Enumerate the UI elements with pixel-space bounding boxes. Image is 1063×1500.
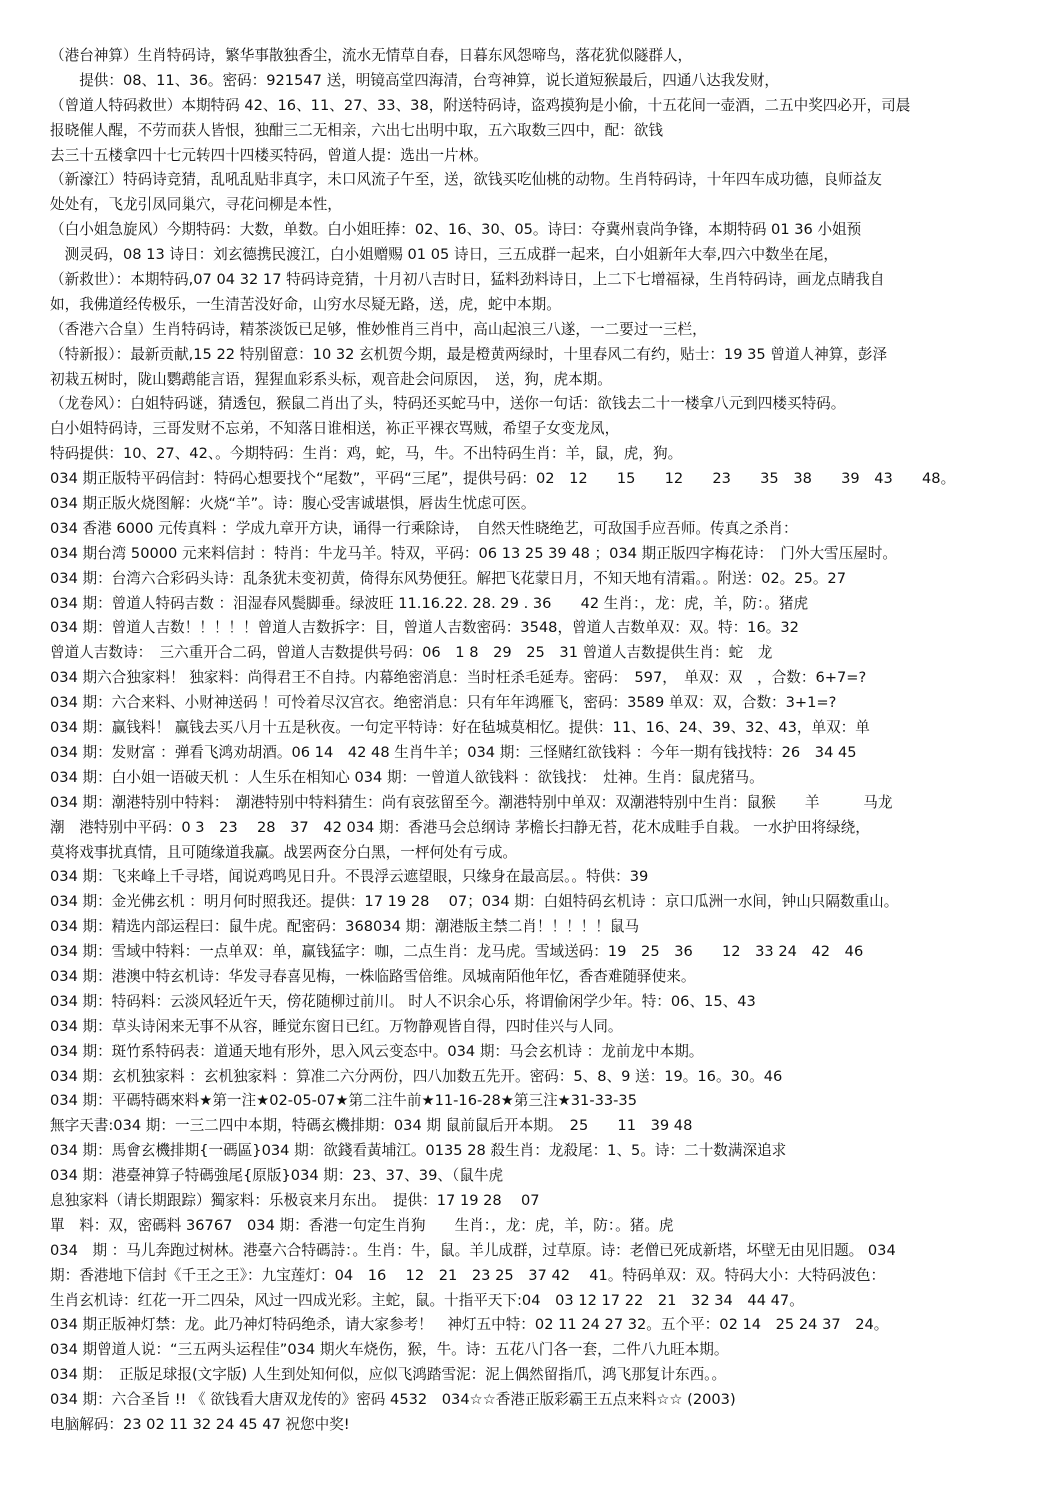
text-line-21: 034 期台湾 50000 元来料信封 ：特肖：牛龙马羊。特双，平码：06 13 25 39 48 ；034 期正版四字梅花诗： 门外大雪压屋时。	[50, 544, 898, 562]
text-line-6: （新濠江）特码诗竞猜，乱吼乱贴非真字，未口风流子午至，送，欲钱买吃仙桃的动物。生肖特码诗，十年四车成功德，良师益友	[50, 171, 882, 189]
text-line-28: 034 期：赢钱料！ 赢钱去买八月十五是秋夜。一句定平特诗：好在毡城莫相忆。提供：11、16、24、39、32、43，单双：单	[50, 719, 870, 737]
text-line-13: （特新报）：最新贡献,15 22 特别留意：10 32 玄机贺今期，最是橙黄两绿时，十里春风二有约，贴士：19 35 曾道人神算，彭泽	[50, 345, 888, 363]
text-line-44: 無字天書:034 期：一三二四中本期，特碼玄機排期：034 期 鼠前鼠后开本期。 25 11 39 48	[50, 1117, 693, 1135]
text-line-19: 034 期正版火烧图解：火烧“羊”。诗：腹心受害诚堪惧，唇齿生忧虑可医。	[50, 495, 536, 513]
text-line-43: 034 期：平碼特碼來料★第一注★02-05-07★第二注牛前★11-16-28★第三注★31-33-35	[50, 1092, 638, 1110]
text-line-48: 單 料：双，密碼料 36767 034 期：香港一句定生肖狗 生肖：，龙：虎，羊，防：。猪。虎	[50, 1216, 674, 1234]
text-line-47: 息独家料（请长期跟踪）獨家料：乐极哀来月东出。 提供：17 19 28 07	[50, 1191, 540, 1209]
text-line-23: 034 期：曾道人特码吉数 ：泪湿春风鬓脚垂。绿波旺 11.16.22. 28. 29 . 36 42 生肖：，龙：虎，羊，防：。猪虎	[50, 594, 809, 612]
text-line-49: 034 期 ：马儿奔跑过树林。港臺六合特碼詩：。生肖：牛，鼠。羊儿成群，过草原。诗：老僧已死成新塔，坏壁无由见旧题。 034	[50, 1241, 896, 1259]
text-line-17: 特码提供：10、27、42、。今期特码：生肖：鸡，蛇，马，牛。不出特码生肖：羊，鼠，虎，狗。	[50, 445, 683, 463]
text-line-10: （新救世）：本期特码,07 04 32 17 特码诗竞猜，十月初八吉时日，猛料劲料诗日，上二下七增福禄，生肖特码诗，画龙点睛我自	[50, 271, 885, 289]
text-line-22: 034 期：台湾六合彩码头诗：乱条犹未变初黄，倚得东风势便狂。解把飞花蒙日月，不知天地有清霜。。附送：02。25。27	[50, 569, 847, 587]
text-line-33: 莫将戏事扰真情，且可随缘道我赢。战罢两奁分白黑，一枰何处有亏成。	[50, 843, 518, 861]
text-line-56: 电脑解码：23 02 11 32 24 45 47 祝您中奖!	[50, 1415, 350, 1433]
text-line-20: 034 香港 6000 元传真料 ：学成九章开方诀，诵得一行乘除诗， 自然天性晓绝艺，可敌国手应吾师。传真之杀肖：	[50, 519, 798, 537]
text-line-25: 曾道人吉数诗： 三六重开合二码，曾道人吉数提供号码：06 1 8 29 25 31 曾道人吉数提供生肖：蛇 龙	[50, 644, 773, 662]
text-line-24: 034 期：曾道人吉数！！！！！曾道人吉数拆字：目，曾道人吉数密码：3548，曾道人吉数单双：双。特：16。32	[50, 619, 799, 637]
text-line-50: 期：香港地下信封《千王之王》：九宝莲灯：04 16 12 21 23 25 37 42 41。特码单双：双。特码大小：大特码波色：	[50, 1266, 886, 1284]
text-line-38: 034 期：港澳中特玄机诗：华发寻春喜见梅，一株临路雪倍维。凤城南陌他年忆，香杳难随驿使来。	[50, 967, 696, 985]
text-line-46: 034 期：港臺神算子特碼強尾{原版}034 期：23、37、39、（鼠牛虎	[50, 1167, 504, 1185]
text-line-51: 生肖玄机诗：红花一开二四朵，风过一四成光彩。主蛇，鼠。十指平天下:04 03 12 17 22 21 32 34 44 47。	[50, 1291, 804, 1309]
text-line-8: （白小姐急旋风）今期特码：大数，单数。白小姐旺捧：02、16、30、05。诗曰：夺冀州袁尚争锋，本期特码 01 36 小姐预	[50, 221, 862, 239]
text-line-16: 白小姐特码诗，三哥发财不忘弟，不知落日谁相送，袮正平裸衣骂贼，希望子女变龙凤，	[50, 420, 620, 438]
text-line-1: （港台神算）生肖特码诗，繁华事散独香尘，流水无情草自春，日暮东风怨啼鸟，落花犹似隧群人，	[50, 47, 693, 64]
text-line-42: 034 期：玄机独家料 ：玄机独家料 ：算准二六分两份，四八加数五先开。密码：5、8、9 送：19。16。30。46	[50, 1067, 783, 1085]
text-line-40: 034 期：草头诗闲来无事不从容，睡觉东窗日已红。万物静观皆自得，四时佳兴与人同。	[50, 1017, 623, 1035]
text-line-45: 034 期：馬會玄機排期{一碼區}034 期：欲錢看黃埔江。0135 28 殺生肖：龙殺尾：1、5。诗：二十数满深追求	[50, 1142, 787, 1160]
text-line-2: 提供：08、11、36。密码：921547 送，明镜高堂四海清，台弯神算，说长道短猴最后，四通八达我发财，	[50, 71, 780, 89]
text-line-26: 034 期六合独家料！ 独家料：尚得君王不自持。内幕绝密消息：当时枉杀毛延寿。密码： 597， 单双：双 ，合数：6+7=?	[50, 669, 867, 687]
text-line-36: 034 期：精选内部运程曰：鼠牛虎。配密码：368034 期：潮港版主禁二肖！！！！！鼠马	[50, 918, 640, 936]
text-line-55: 034 期：六合圣旨 !! 《 欲钱看大唐双龙传的》密码 4532 034☆☆香港正版彩霸王五点来料☆☆ (2003)	[50, 1391, 736, 1409]
text-line-9: 测灵码，08 13 诗日：刘玄德携民渡江，白小姐赠赐 01 05 诗日，三五成群一起来，白小姐新年大奉,四六中数坐在尾，	[50, 246, 839, 264]
text-line-5: 去三十五楼拿四十七元转四十四楼买特码，曾道人提：选出一片林。	[50, 146, 488, 164]
text-line-3: （曾道人特码救世）本期特码 42、16、11、27、33、38，附送特码诗，盗鸡摸狗是小偷，十五花间一壶酒，二五中奖四必开，司晨	[50, 96, 911, 114]
text-line-30: 034 期：白小姐一语破天机 ：人生乐在相知心 034 期：一曾道人欲钱料 ：欲钱找： 灶神。生肖：鼠虎猪马。	[50, 768, 764, 786]
text-line-37: 034 期：雪域中特料：一点单双：单，赢钱猛字：咖，二点生肖：龙马虎。雪域送码：19 25 36 12 33 24 42 46	[50, 943, 864, 961]
text-line-41: 034 期：斑竹系特码表：道通天地有形外，思入风云变态中。034 期：马会玄机诗 ：龙前龙中本期。	[50, 1042, 704, 1060]
text-line-15: （龙卷风）：白姐特码谜，猜透包，猴鼠二肖出了头，特码还买蛇马中，送你一句话：欲钱去二十一楼拿八元到四楼买特码。	[50, 395, 846, 413]
text-line-31: 034 期：潮港特别中特料： 潮港特别中特料猜生：尚有哀弦留至今。潮港特别中单双：双潮港特别中生肖：鼠猴 羊 马龙	[50, 793, 893, 811]
text-line-18: 034 期正版特平码信封：特码心想要找个“尾数”，平码“三尾”，提供号码：02 12 15 12 23 35 38 39 43 48。	[50, 470, 956, 488]
text-line-54: 034 期： 正版足球报(文字版) 人生到处知何似，应似飞鸿踏雪泥：泥上偶然留指爪，鸿飞那复计东西。。	[50, 1366, 727, 1384]
text-line-11: 如，我佛道经传极乐，一生清苦没好命，山穷水尽疑无路，送，虎，蛇中本期。	[50, 295, 561, 313]
text-line-29: 034 期：发财富 ：弹看飞鸿劝胡酒。06 14 42 48 生肖牛羊；034 期：三怪赌红欲钱料 ：今年一期有钱找特：26 34 45	[50, 743, 857, 761]
text-line-12: （香港六合皇）生肖特码诗，精茶淡饭已足够，惟妙惟肖三肖中，高山起浪三八遂，一二要过一三栏，	[50, 320, 707, 338]
text-line-39: 034 期：特码料：云淡风轻近午天，傍花随柳过前川。 时人不识余心乐，将谓偷闲学少年。特：06、15、43	[50, 992, 756, 1010]
text-line-4: 报晓催人醒，不劳而获人皆恨，独酣三二无相亲，六出七出明中取，五六取数三四中，配：欲钱	[50, 121, 663, 139]
text-line-35: 034 期：金光佛玄机 ：明月何时照我还。提供：17 19 28 07；034 期：白姐特码玄机诗 ：京口瓜洲一水间，钟山只隔数重山。	[50, 893, 899, 911]
text-line-53: 034 期曾道人说：“三五两头运程佳”034 期火车烧伤，猴，牛。诗：五花八门各一套，二件八九旺本期。	[50, 1341, 729, 1359]
text-line-32: 潮 港特别中平码：0 3 23 28 37 42 034 期：香港马会总纲诗 茅檐长扫静无苔，花木成畦手自栽。 一水护田将绿绕，	[50, 818, 870, 836]
text-line-27: 034 期：六合来料、小财神送码 ！可怜着尽汉宫衣。绝密消息：只有年年鸿雁飞，密码：3589 单双：双，合数：3+1=?	[50, 694, 837, 712]
text-line-14: 初栽五树时，陇山鹦鹉能言语，猩猩血彩系头标，观音赴会问原因， 送，狗，虎本期。	[50, 370, 612, 388]
text-line-7: 处处有，飞龙引凤同巢穴，寻花问柳是本性，	[50, 196, 342, 214]
text-line-34: 034 期：飞来峰上千寻塔，闻说鸡鸣见日升。不畏浮云遮望眼，只缘身在最高层。。特供：39	[50, 868, 649, 886]
text-line-52: 034 期正版神灯禁：龙。此乃神灯特码绝杀，请大家参考！ 神灯五中特：02 11 24 27 32。五个平：02 14 25 24 37 24。	[50, 1316, 889, 1334]
